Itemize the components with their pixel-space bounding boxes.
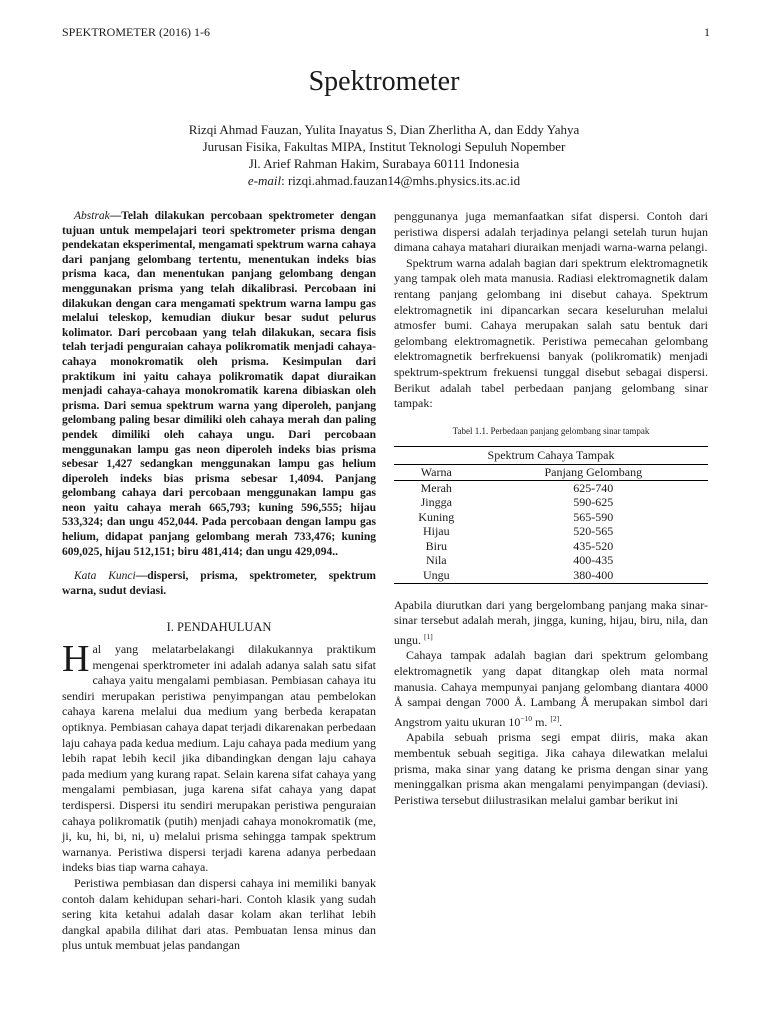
table-cell-panjang: 590-625 bbox=[573, 495, 614, 510]
table-cell-warna: Ungu bbox=[394, 568, 479, 583]
section-heading-pendahuluan: I. PENDAHULUAN bbox=[166, 620, 272, 635]
abstract-text: —Telah dilakukan percobaan spektrometer dengan tujuan untuk mempelajari teori spektrometer prisma dengan pendekatan eksperimental, mengamati spektrum warna cahaya dari panjang gelombang tertentu, menentukan indeks bias prisma kaca, dan menentukan panjang gelombang dengan menggunakan prisma yang telah dikalibrasi. Percobaan ini dilakukan dengan cara mengamati spektrum warna lampu gas melalui teleskop, kemudian diukur besar sudut pelurus kolimator. Dari percobaan yang telah dilakukan, secara fisis telah terjadi penguraian cahaya polikromatik menjadi cahaya-cahaya monokromatik oleh prisma. Kesimpulan dari praktikum ini yaitu cahaya polikromatik dapat diuraikan menjadi cahaya-cahaya monokromatik karena dibiaskan oleh prisma. Dari semua spektrum warna yang diperoleh, panjang gelombang paling besar dimiliki oleh cahaya merah dan paling pendek dimiliki oleh cahaya ungu. Dari percobaan menggunakan lampu gas neon diperoleh indeks bias prisma sebesar 1,427 sedangkan menggunakan lampu gas helium diperoleh indeks bias prisma sebesar 1,4094. Panjang gelombang cahaya dari percobaan menggunakan lampu gas neon yaitu cahaya merah 665,793; kuning 596,555; hijau 533,324; dan ungu 452,044. Pada percobaan dengan lampu gas helium, didapat panjang gelombang merah 733,476; kuning 609,025, hijau 512,151; biru 481,414; dan ungu 429,094.. bbox=[62, 210, 376, 558]
right-paragraph-2: Spektrum warna adalah bagian dari spektrum elektromagnetik yang tampak oleh mata manusia. Radiasi elektromagnetik dalam rentang panjang gelombang ini disebut cahaya. Spektrum elektromagnetik ini dipancarkan secara keseluruhan melalui atmosfer bumi. Cahaya merupakan salah satu bentuk dari gelombang elektromagnetik. Peristiwa pemecahan gelombang elektromagnetik berfrekuensi banyak (polikromatik) menjadi spektrum-spektrum frekuensi tunggal disebut sebagai dispersi. Berikut adalah tabel perbedaan panjang gelombang sinar tampak: bbox=[394, 255, 708, 411]
table-row bbox=[394, 539, 708, 554]
drop-cap: H bbox=[62, 638, 90, 681]
right-paragraph-3-text: Apabila diurutkan dari yang bergelombang panjang maka sinar-sinar tersebut adalah merah, jingga, kuning, hijau, biru, nila, dan ungu. bbox=[394, 597, 708, 647]
table-cell-panjang: 565-590 bbox=[573, 509, 614, 524]
table-row bbox=[394, 553, 708, 568]
author-affiliation: Jurusan Fisika, Fakultas MIPA, Institut Teknologi Sepuluh Nopember bbox=[202, 139, 566, 154]
table-row bbox=[394, 510, 708, 525]
author-address: Jl. Arief Rahman Hakim, Surabaya 60111 Indonesia bbox=[248, 156, 520, 171]
table-cell-warna: Merah bbox=[420, 480, 452, 495]
keywords bbox=[62, 569, 376, 598]
right-paragraph-4 bbox=[394, 648, 708, 730]
table-cell-warna: Biru bbox=[425, 538, 447, 553]
author-email bbox=[0, 172, 768, 189]
intro-paragraph-1 bbox=[62, 638, 376, 876]
table-cell-panjang: 520-565 bbox=[573, 524, 614, 539]
right-column bbox=[394, 209, 708, 808]
citation-2: [2] bbox=[550, 713, 560, 723]
paper-title: Spektrometer bbox=[308, 66, 460, 97]
right-paragraph-1: penggunanya juga memanfaatkan sifat dispersi. Contoh dari peristiwa dispersi adalah terjadinya pelangi setelah turun hujan dimana cahaya matahari diuraikan menjadi warna-warna pelangi. bbox=[394, 209, 708, 255]
table-cell-warna: Nila bbox=[425, 553, 447, 568]
table-cell-panjang: 625-740 bbox=[573, 480, 614, 495]
table-row bbox=[394, 524, 708, 539]
table-cell-panjang: 435-520 bbox=[573, 538, 614, 553]
table-header-panjang: Panjang Gelombang bbox=[479, 464, 708, 480]
author-block bbox=[0, 121, 768, 189]
intro-paragraph-2: Peristiwa pembiasan dan dispersi cahaya ini memiliki banyak contoh dalam kehidupan sehari-hari. Contoh klasik yang sudah sering kita ketahui adalah dasar kolam akan terlihat lebih dangkal apabila dilihat dari atas. Pembuatan lensa minus dan plus untuk membuat jelas pandangan bbox=[62, 875, 376, 953]
table-row bbox=[394, 480, 708, 495]
intro-paragraph-1-text: al yang melatarbelakangi dilakukannya praktikum mengenai sperktrometer ini adalah adanya salah satu sifat cahaya yaitu mengalami pembiasan. Pembiasan cahaya itu sendiri merupakan peristiwa penyimpangan atau pembelokan cahaya karena melalui dua medium yang berbeda kerapatan optiknya. Pembiasan cahaya dapat terjadi dikarenakan perbedaan laju cahaya pada kedua medium. Laju cahaya pada medium yang lebih rapat lebih kecil jika dibandingkan dengan laju cahaya pada medium yang kurang rapat. Selain karena sifat cahaya yang mengalami pembiasan, juga karena sifat cahaya yang dapat terdispersi. Dispersi itu sendiri merupakan peristiwa penguraian cahaya polikromatik (putih) menjadi cahaya monokromatik (me, ji, ku, hi, bi, ni, u) melalui prisma sehingga tampak spektrum warnanya. Peristiwa dispersi terjadi karena adanya perbedaan indeks bias tiap warna cahaya. bbox=[62, 642, 376, 875]
citation-1: [1] bbox=[424, 631, 433, 641]
abstract-label: Abstrak bbox=[74, 210, 110, 222]
left-column bbox=[62, 209, 376, 954]
spectrum-table bbox=[394, 446, 708, 583]
email-label: e-mail bbox=[247, 173, 282, 188]
table-row bbox=[394, 568, 708, 583]
keywords-text: —dispersi, prisma, spektrometer, spektrum warna, sudut deviasi. bbox=[62, 570, 376, 597]
page-number: 1 bbox=[704, 25, 710, 39]
email-address: : rizqi.ahmad.fauzan14@mhs.physics.its.ac.id bbox=[281, 173, 521, 188]
table-cell-warna: Hijau bbox=[422, 524, 450, 539]
right-paragraph-4-text-c: . bbox=[559, 714, 563, 729]
abstract bbox=[62, 209, 376, 559]
math-base: 10 bbox=[508, 714, 521, 729]
math-exponent: −10 bbox=[520, 713, 533, 723]
right-paragraph-3 bbox=[394, 598, 708, 649]
right-paragraph-5: Apabila sebuah prisma segi empat diiris, maka akan membentuk sebuah segitiga. Jika cahaya dilewatkan melalui prisma, maka sinar yang datang ke prisma dengan sinar yang meninggalkan prisma akan mengalami penyimpangan (deviasi). Peristiwa tersebut diilustrasikan melalui gambar berikut ini bbox=[394, 730, 708, 807]
running-header: SPEKTROMETER (2016) 1-6 bbox=[62, 25, 210, 39]
table-cell-warna: Jingga bbox=[420, 495, 452, 510]
table-cell-warna: Kuning bbox=[418, 509, 455, 524]
right-paragraph-4-text-a: Cahaya tampak adalah bagian dari spektrum gelombang elektromagnetik yang dapat ditangkap oleh mata normal manusia. Cahaya mempunyai panjang gelombang diantara 4000 Å sampai dengan 7000 Å. Lambang Å merupakan simbol dari Angstrom yaitu ukuran bbox=[394, 648, 708, 729]
table-cell-panjang: 400-435 bbox=[573, 553, 614, 568]
keywords-label: Kata Kunci bbox=[74, 570, 136, 583]
table-header-warna: Warna bbox=[394, 464, 479, 480]
table-row bbox=[394, 495, 708, 510]
table-caption: Tabel 1.1. Perbedaan panjang gelombang sinar tampak bbox=[452, 425, 650, 436]
table-title: Spektrum Cahaya Tampak bbox=[394, 447, 708, 465]
table-cell-panjang: 380-400 bbox=[479, 568, 708, 583]
right-paragraph-4-text-b: m. bbox=[532, 714, 551, 729]
author-names: Rizqi Ahmad Fauzan, Yulita Inayatus S, Dian Zherlitha A, dan Eddy Yahya bbox=[188, 122, 580, 137]
